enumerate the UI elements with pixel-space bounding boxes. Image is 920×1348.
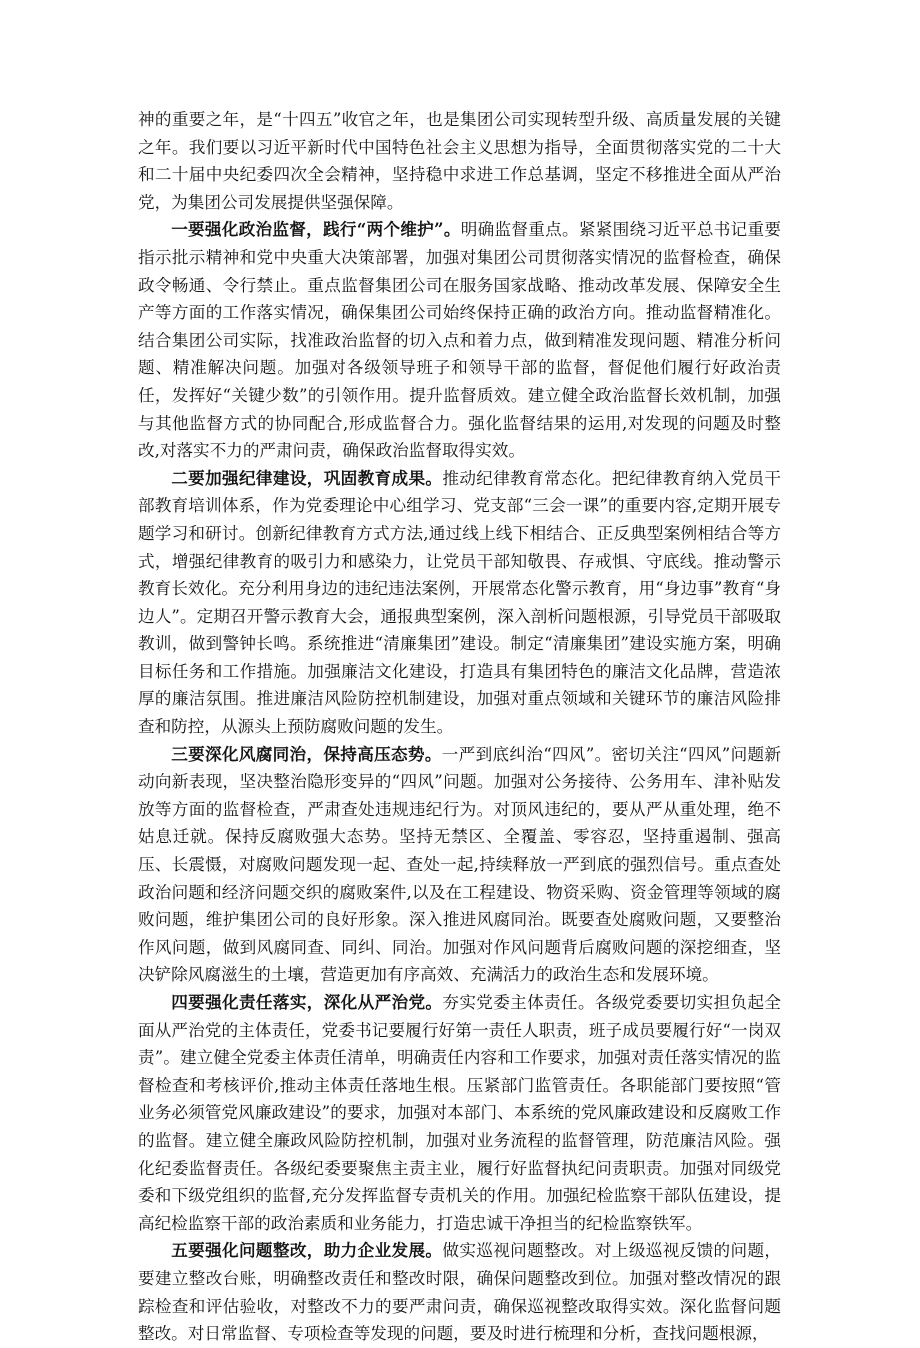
paragraph-text: 夯实党委主体责任。各级党委要切实担负起全面从严治党的主体责任，党委书记要履行好第一责任人职责，班子成员要履行好“一岗双责”。建立健全党委主体责任清单，明确责任内容和工作要求，加强对责任落实情况的监督检查和考核评价,推动主体责任落地生根。压紧部门监管责任。各职能部门要按照“管业务必须管党风廉政建设”的要求，加强对本部门、本系统的党风廉政建设和反腐败工作的监督。建立健全廉政风险防控机制，加强对业务流程的监督管理，防范廉洁风险。强化纪委监督责任。各级纪委要聚焦主责主业，履行好监督执纪问责职责。加强对同级党委和下级党组织的监督,充分发挥监督专责机关的作用。加强纪检监察干部队伍建设，提高纪检监察干部的政治素质和业务能力，打造忠诚干净担当的纪检监察铁军。 bbox=[138, 993, 782, 1233]
paragraph-style-corruption bbox=[138, 741, 781, 989]
paragraph-text: 一严到底纠治“四风”。密切关注“四风”问题新动向新表现，坚决整治隐形变异的“四风”问题。加强对公务接待、公务用车、津补贴发放等方面的监督检查，严肃查处违规违纪行为。对顶风违纪的，要从严从重处理，绝不姑息迁就。保持反腐败强大态势。坚持无禁区、全覆盖、零容忍，坚持重遏制、强高压、长震慑，对腐败问题发现一起、查处一起,持续释放一严到底的强烈信号。重点查处政治问题和经济问题交织的腐败案件,以及在工程建设、物资采购、资金管理等领域的腐败问题，维护集团公司的良好形象。深入推进风腐同治。既要查处腐败问题，又要整治作风问题，做到风腐同查、同纠、同治。加强对作风问题背后腐败问题的深挖细查，坚决铲除风腐滋生的土壤，营造更加有序高效、充满活力的政治生态和发展环境。 bbox=[138, 744, 782, 985]
paragraph-text: 推动纪律教育常态化。把纪律教育纳入党员干部教育培训体系，作为党委理论中心组学习、党支部“三会一课”的重要内容,定期开展专题学习和研讨。创新纪律教育方式方法,通过线上线下相结合、正反典型案例相结合等方式，增强纪律教育的吸引力和感染力，让党员干部知敬畏、存戒惧、守底线。推动警示教育长效化。充分利用身边的违纪违法案例，开展常态化警示教育，用“身边事”教育“身边人”。定期召开警示教育大会，通报典型案例，深入剖析问题根源，引导党员干部吸取教训，做到警钟长鸣。系统推进“清廉集团”建设。制定“清廉集团”建设实施方案，明确目标任务和工作措施。加强廉洁文化建设，打造具有集团特色的廉洁文化品牌，营造浓厚的廉洁氛围。推进廉洁风险防控机制建设，加强对重点领域和关键环节的廉洁风险排查和防控，从源头上预防腐败问题的发生。 bbox=[138, 468, 782, 737]
paragraph-text: 做实巡视问题整改。对上级巡视反馈的问题，要建立整改台账，明确整改责任和整改时限，确保问题整改到位。加强对整改情况的跟踪检查和评估验收，对整改不力的要严肃问责，确保巡视整改取得实效。深化监督问题整改。对日常监督、专项检查等发现的问题，要及时进行梳理和分析，查找问题根源， bbox=[138, 1241, 782, 1344]
paragraph-lead: 一要强化政治监督，践行“两个维护”。 bbox=[171, 219, 461, 240]
paragraph-text: 神的重要之年，是“十四五”收官之年，也是集团公司实现转型升级、高质量发展的关键之年。我们要以习近平新时代中国特色社会主义思想为指导，全面贯彻落实党的二十大和二十届中央纪委四次全会精神，坚持稳中求进工作总基调，坚定不移推进全面从严治党，为集团公司发展提供坚强保障。 bbox=[138, 110, 781, 212]
paragraph-lead: 五要强化问题整改，助力企业发展。 bbox=[171, 1240, 443, 1261]
paragraph-intro bbox=[138, 106, 781, 216]
paragraph-political-supervision bbox=[138, 216, 781, 464]
paragraph-lead: 四要强化责任落实，深化从严治党。 bbox=[171, 992, 443, 1012]
paragraph-text: 明确监督重点。紧紧围绕习近平总书记重要指示批示精神和党中央重大决策部署，加强对集团公司贯彻落实情况的监督检查，确保政令畅通、令行禁止。重点监督集团公司在服务国家战略、推动改革发展、保障安全生产等方面的工作落实情况，确保集团公司始终保持正确的政治方向。推动监督精准化。结合集团公司实际，找准政治监督的切入点和着力点，做到精准发现问题、精准分析问题、精准解决问题。加强对各级领导班子和领导干部的监督，督促他们履行好政治责任，发挥好“关键少数”的引领作用。提升监督质效。建立健全政治监督长效机制，加强与其他监督方式的协同配合,形成监督合力。强化监督结果的运用,对发现的问题及时整改,对落实不力的严肃问责，确保政治监督取得实效。 bbox=[138, 220, 781, 461]
paragraph-responsibility bbox=[138, 989, 781, 1237]
document-body bbox=[138, 106, 781, 1348]
paragraph-lead: 三要深化风腐同治，保持高压态势。 bbox=[171, 743, 442, 764]
paragraph-discipline-building bbox=[138, 465, 781, 741]
paragraph-rectification bbox=[138, 1237, 781, 1347]
paragraph-lead: 二要加强纪律建设，巩固教育成果。 bbox=[171, 467, 443, 488]
